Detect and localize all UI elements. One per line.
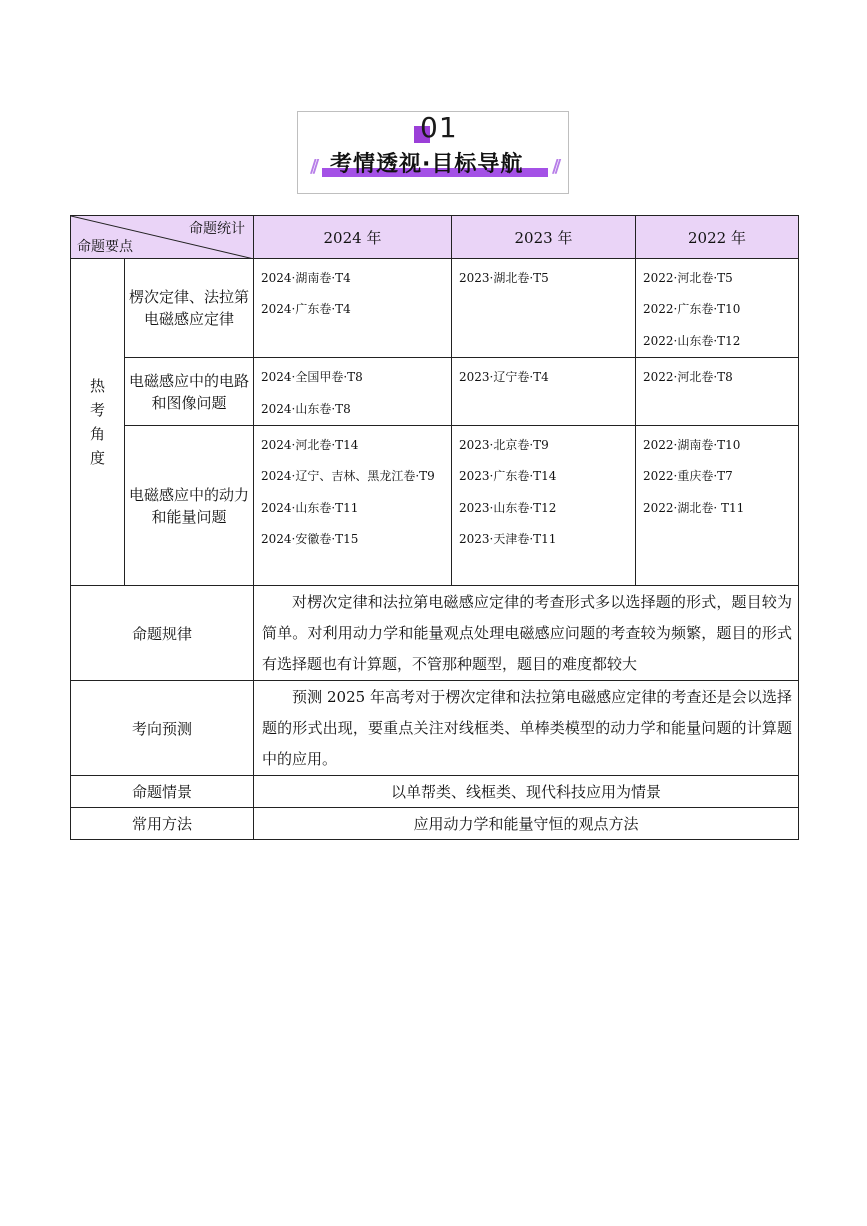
refs-2023	[452, 426, 636, 586]
table-header-row	[71, 216, 799, 259]
refs-2022	[636, 426, 799, 586]
ref-item: 2023·广东卷·T14	[459, 469, 557, 484]
refs-2023	[452, 358, 636, 426]
table-row	[71, 776, 799, 808]
table-row	[71, 808, 799, 840]
refs-2023	[452, 259, 636, 358]
ref-item: 2024·安徽卷·T15	[261, 532, 359, 547]
forecast-text: 预测 2025 年高考对于楞次定律和法拉第电磁感应定律的考查还是会以选择题的形式出现，要重点关注对线框类、单棒类模型的动力学和能量问题的计算题中的应用。	[254, 681, 799, 776]
section-banner	[297, 111, 569, 194]
method-label: 常用方法	[71, 808, 254, 840]
ref-item: 2022·湖南卷·T10	[643, 438, 741, 453]
ref-item: 2024·全国甲卷·T8	[261, 370, 363, 385]
section-title: 考情透视·目标导航	[330, 152, 524, 177]
slash-decoration-right: //	[552, 156, 558, 177]
table-row	[71, 358, 799, 426]
ref-item: 2022·广东卷·T10	[643, 302, 741, 317]
table-row	[71, 426, 799, 586]
corner-label-stat: 命题统计	[189, 221, 245, 237]
ref-item: 2022·山东卷·T12	[643, 333, 741, 348]
ref-item: 2022·河北卷·T8	[643, 370, 733, 385]
ref-item: 2024·辽宁、吉林、黑龙江卷·T9	[261, 469, 435, 484]
hot-label-char: 热	[89, 377, 105, 396]
scene-text: 以单帮类、线框类、现代科技应用为情景	[254, 776, 799, 808]
section-title-bar	[322, 152, 548, 178]
ref-item: 2023·湖北卷·T5	[459, 271, 549, 285]
year-header-2023: 2023 年	[452, 216, 636, 259]
corner-label-points: 命题要点	[77, 239, 133, 255]
section-number: 01	[420, 111, 458, 144]
rule-text: 对楞次定律和法拉第电磁感应定律的考查形式多以选择题的形式，题目较为简单。对利用动力学和能量观点处理电磁感应问题的考查较为频繁，题目的形式有选择题也有计算题，不管那种题型，题目的难度都较大	[254, 586, 799, 681]
table-row	[71, 259, 799, 358]
topic-name: 电磁感应中的动力和能量问题	[125, 426, 254, 586]
hot-topics-label	[71, 259, 125, 586]
section-number-block	[412, 111, 472, 144]
refs-2024	[254, 426, 452, 586]
exam-analysis-table	[70, 215, 799, 840]
year-header-2022: 2022 年	[636, 216, 799, 259]
ref-item: 2024·湖南卷·T4	[261, 271, 351, 285]
ref-item: 2024·广东卷·T4	[261, 302, 351, 317]
topic-name: 电磁感应中的电路和图像问题	[125, 358, 254, 426]
hot-label-char: 考	[89, 401, 105, 420]
refs-2022	[636, 358, 799, 426]
forecast-label: 考向预测	[71, 681, 254, 776]
ref-item: 2023·北京卷·T9	[459, 438, 549, 453]
topic-name: 楞次定律、法拉第电磁感应定律	[125, 259, 254, 358]
slash-decoration-left: //	[310, 156, 316, 177]
ref-item: 2024·山东卷·T11	[261, 500, 359, 515]
refs-2024	[254, 259, 452, 358]
refs-2022	[636, 259, 799, 358]
hot-label-char: 角	[89, 425, 105, 444]
table-row	[71, 681, 799, 776]
ref-item: 2023·天津卷·T11	[459, 532, 557, 547]
method-text: 应用动力学和能量守恒的观点方法	[254, 808, 799, 840]
refs-2024	[254, 358, 452, 426]
ref-item: 2022·河北卷·T5	[643, 271, 733, 285]
ref-item: 2022·湖北卷· T11	[643, 500, 745, 515]
table-row	[71, 586, 799, 681]
diagonal-header-cell	[71, 216, 254, 259]
hot-label-char: 度	[89, 449, 105, 468]
ref-item: 2023·山东卷·T12	[459, 500, 557, 515]
ref-item: 2024·河北卷·T14	[261, 438, 359, 453]
scene-label: 命题情景	[71, 776, 254, 808]
ref-item: 2023·辽宁卷·T4	[459, 370, 549, 385]
ref-item: 2022·重庆卷·T7	[643, 469, 733, 484]
year-header-2024: 2024 年	[254, 216, 452, 259]
ref-item: 2024·山东卷·T8	[261, 401, 351, 416]
rule-label: 命题规律	[71, 586, 254, 681]
